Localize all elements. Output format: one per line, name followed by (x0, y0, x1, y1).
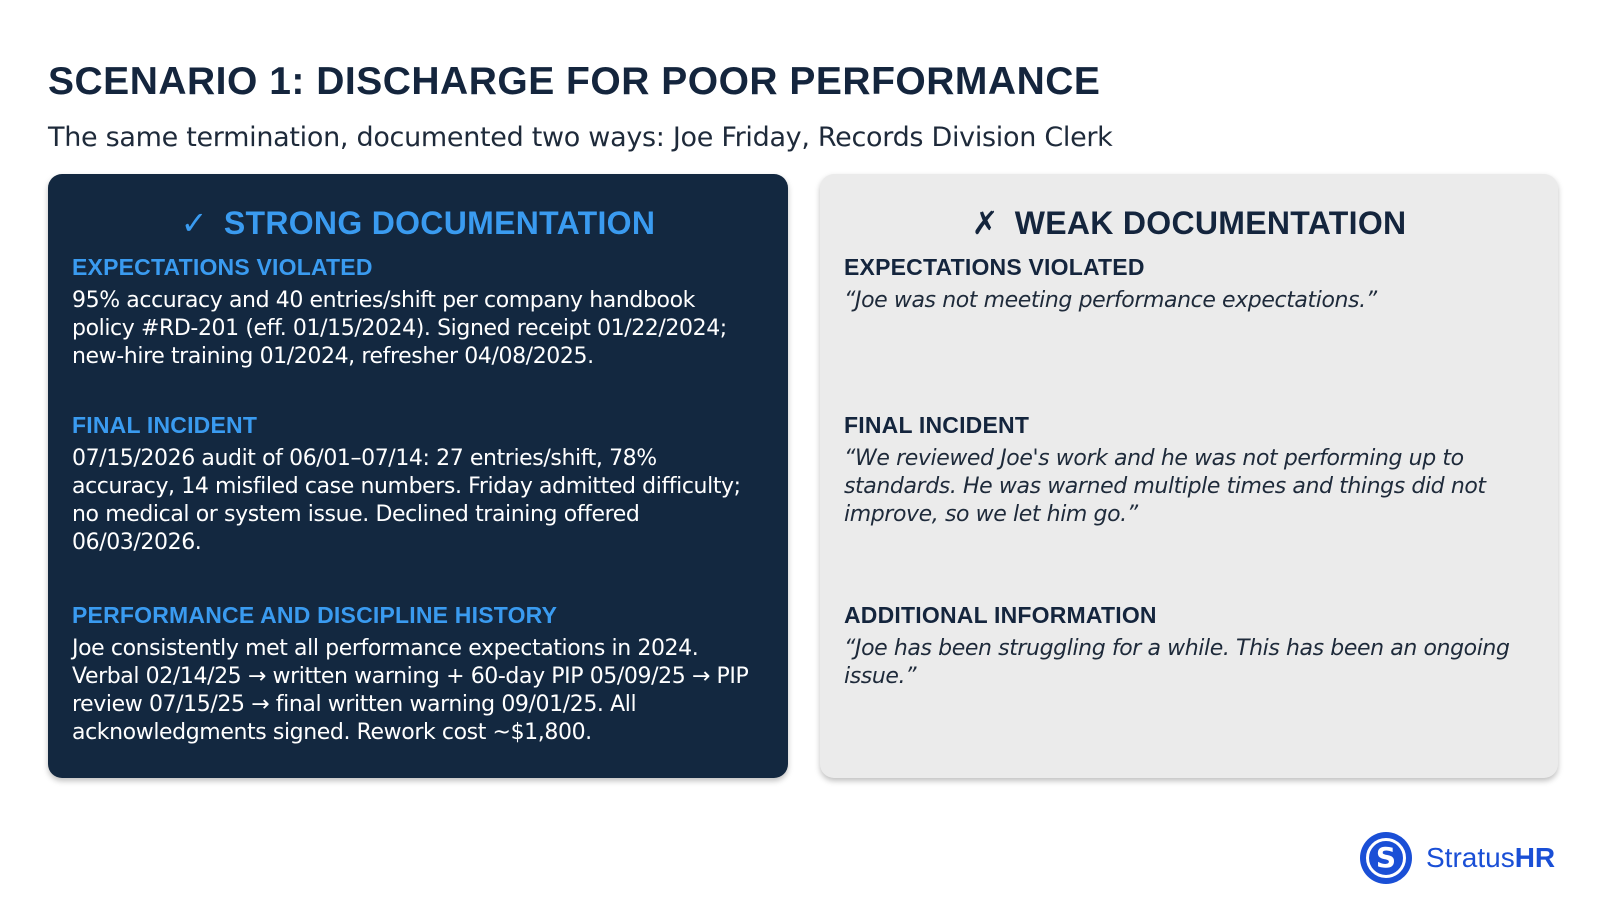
strong-panel-heading (48, 204, 788, 242)
section-label: ADDITIONAL INFORMATION (844, 602, 1157, 628)
logo-suffix: HR (1514, 842, 1556, 873)
strong-heading-text: STRONG DOCUMENTATION (223, 205, 656, 241)
section-label: FINAL INCIDENT (72, 412, 258, 438)
section-label: EXPECTATIONS VIOLATED (844, 254, 1145, 280)
section-text: 95% accuracy and 40 entries/shift per company handbook policy #RD-201 (eff. 01/15/2024). Signed receipt 01/22/2024; new-hire training 01/2024, refresher 04/08/2025. (72, 288, 727, 369)
page-subtitle: The same termination, documented two ways: Joe Friday, Records Division Clerk (48, 122, 1113, 153)
weak-section-expectations (844, 254, 1528, 315)
section-label: FINAL INCIDENT (844, 412, 1030, 438)
stratus-hr-logo (1360, 830, 1555, 886)
weak-section-additional (844, 602, 1528, 691)
logo-wordmark (1426, 842, 1555, 874)
logo-s-icon: S (1360, 832, 1412, 884)
weak-heading-text: WEAK DOCUMENTATION (1014, 205, 1407, 241)
strong-section-expectations (72, 254, 758, 371)
strong-documentation-panel (48, 174, 788, 778)
strong-section-history (72, 602, 758, 747)
section-text: “We reviewed Joe's work and he was not performing up to standards. He was warned multiple times and things did not improve, so we let him go.” (844, 446, 1486, 527)
section-text: “Joe was not meeting performance expectations.” (844, 288, 1377, 313)
section-text: Joe consistently met all performance expectations in 2024. Verbal 02/14/25 → written warning + 60-day PIP 05/09/25 → PIP review 07/15/25 → final written warning 09/01/25. All acknowledgments signed. Rework cost ~$1,800. (72, 636, 749, 745)
weak-panel-heading (820, 204, 1558, 242)
section-text: 07/15/2026 audit of 06/01–07/14: 27 entries/shift, 78% accuracy, 14 misfiled case numbers. Friday admitted difficulty; no medical or system issue. Declined training offered 06/03/2026. (72, 446, 741, 555)
weak-documentation-panel (820, 174, 1558, 778)
checkmark-icon: ✓ (180, 205, 208, 241)
logo-brand: Stratus (1426, 842, 1515, 873)
section-text: “Joe has been struggling for a while. This has been an ongoing issue.” (844, 636, 1510, 689)
page-title: SCENARIO 1: DISCHARGE FOR POOR PERFORMANCE (48, 60, 1101, 103)
section-label: PERFORMANCE AND DISCIPLINE HISTORY (72, 602, 558, 628)
x-mark-icon: ✗ (971, 205, 999, 241)
weak-section-final-incident (844, 412, 1528, 529)
strong-section-final-incident (72, 412, 758, 557)
section-label: EXPECTATIONS VIOLATED (72, 254, 373, 280)
